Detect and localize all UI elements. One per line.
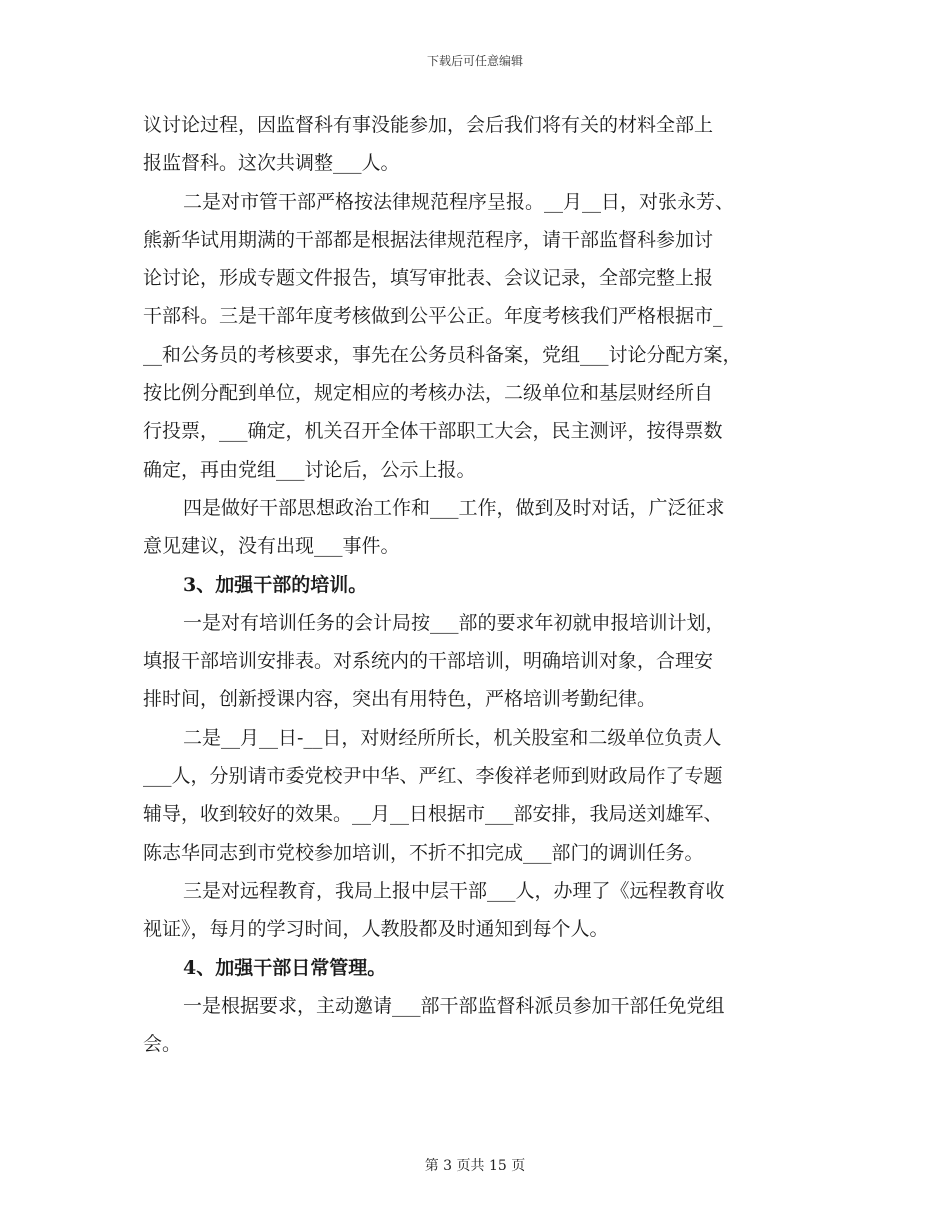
- text-line: 一是根据要求，主动邀请___部干部监督科派员参加干部任免党组: [183, 994, 725, 1017]
- section-heading: 3、加强干部的培训。: [183, 573, 368, 596]
- text-line: 干部科。三是干部年度考核做到公平公正。年度考核我们严格根据市_: [143, 305, 723, 328]
- text-line: 行投票，___确定，机关召开全体干部职工大会，民主测评，按得票数: [143, 420, 723, 443]
- text-line: 陈志华同志到市党校参加培训，不折不扣完成___部门的调训任务。: [143, 841, 704, 864]
- text-line: 按比例分配到单位，规定相应的考核办法，二级单位和基层财经所自: [143, 382, 714, 405]
- text-line: 二是对市管干部严格按法律规范程序呈报。__月__日，对张永芳、: [183, 190, 735, 213]
- section-heading: 4、加强干部日常管理。: [183, 956, 387, 979]
- page-header: 下载后可任意编辑: [426, 54, 523, 68]
- text-line: 一是对有培训任务的会计局按___部的要求年初就申报培训计划，: [183, 611, 725, 634]
- text-line: 论讨论，形成专题文件报告，填写审批表、会议记录，全部完整上报: [143, 267, 714, 290]
- text-line: 确定，再由党组___讨论后，公示上报。: [143, 458, 476, 481]
- text-line: ___人，分别请市委党校尹中华、严红、李俊祥老师到财政局作了专题: [143, 765, 723, 788]
- text-line: 议讨论过程，因监督科有事没能参加，会后我们将有关的材料全部上: [143, 114, 714, 136]
- text-line: 会。: [143, 1033, 182, 1056]
- text-line: 二是__月__日-__日，对财经所所长，机关股室和二级单位负责人: [183, 726, 722, 749]
- text-line: 意见建议，没有出现___事件。: [143, 535, 400, 558]
- text-line: 填报干部培训安排表。对系统内的干部培训，明确培训对象，合理安: [143, 650, 714, 673]
- text-line: 三是对远程教育，我局上报中层干部___人，办理了《远程教育收: [183, 879, 725, 902]
- text-line: 熊新华试用期满的干部都是根据法律规范程序，请干部监督科参加讨: [143, 228, 714, 251]
- text-line: 视证》，每月的学习时间，人教股都及时通知到每个人。: [143, 918, 609, 941]
- text-line: 辅导，收到较好的效果。__月__日根据市___部安排，我局送刘雄军、: [143, 803, 723, 826]
- text-line: 报监督科。这次共调整___人。: [143, 152, 400, 175]
- page-footer: 第 3 页共 15 页: [424, 1158, 526, 1174]
- document-body: [143, 106, 815, 1063]
- text-line: 排时间，创新授课内容，突出有用特色，严格培训考勤纪律。: [143, 688, 657, 711]
- text-line: 四是做好干部思想政治工作和___工作，做到及时对话，广泛征求: [183, 496, 725, 519]
- text-line: __和公务员的考核要求，事先在公务员科备案，党组___讨论分配方案，: [143, 343, 742, 366]
